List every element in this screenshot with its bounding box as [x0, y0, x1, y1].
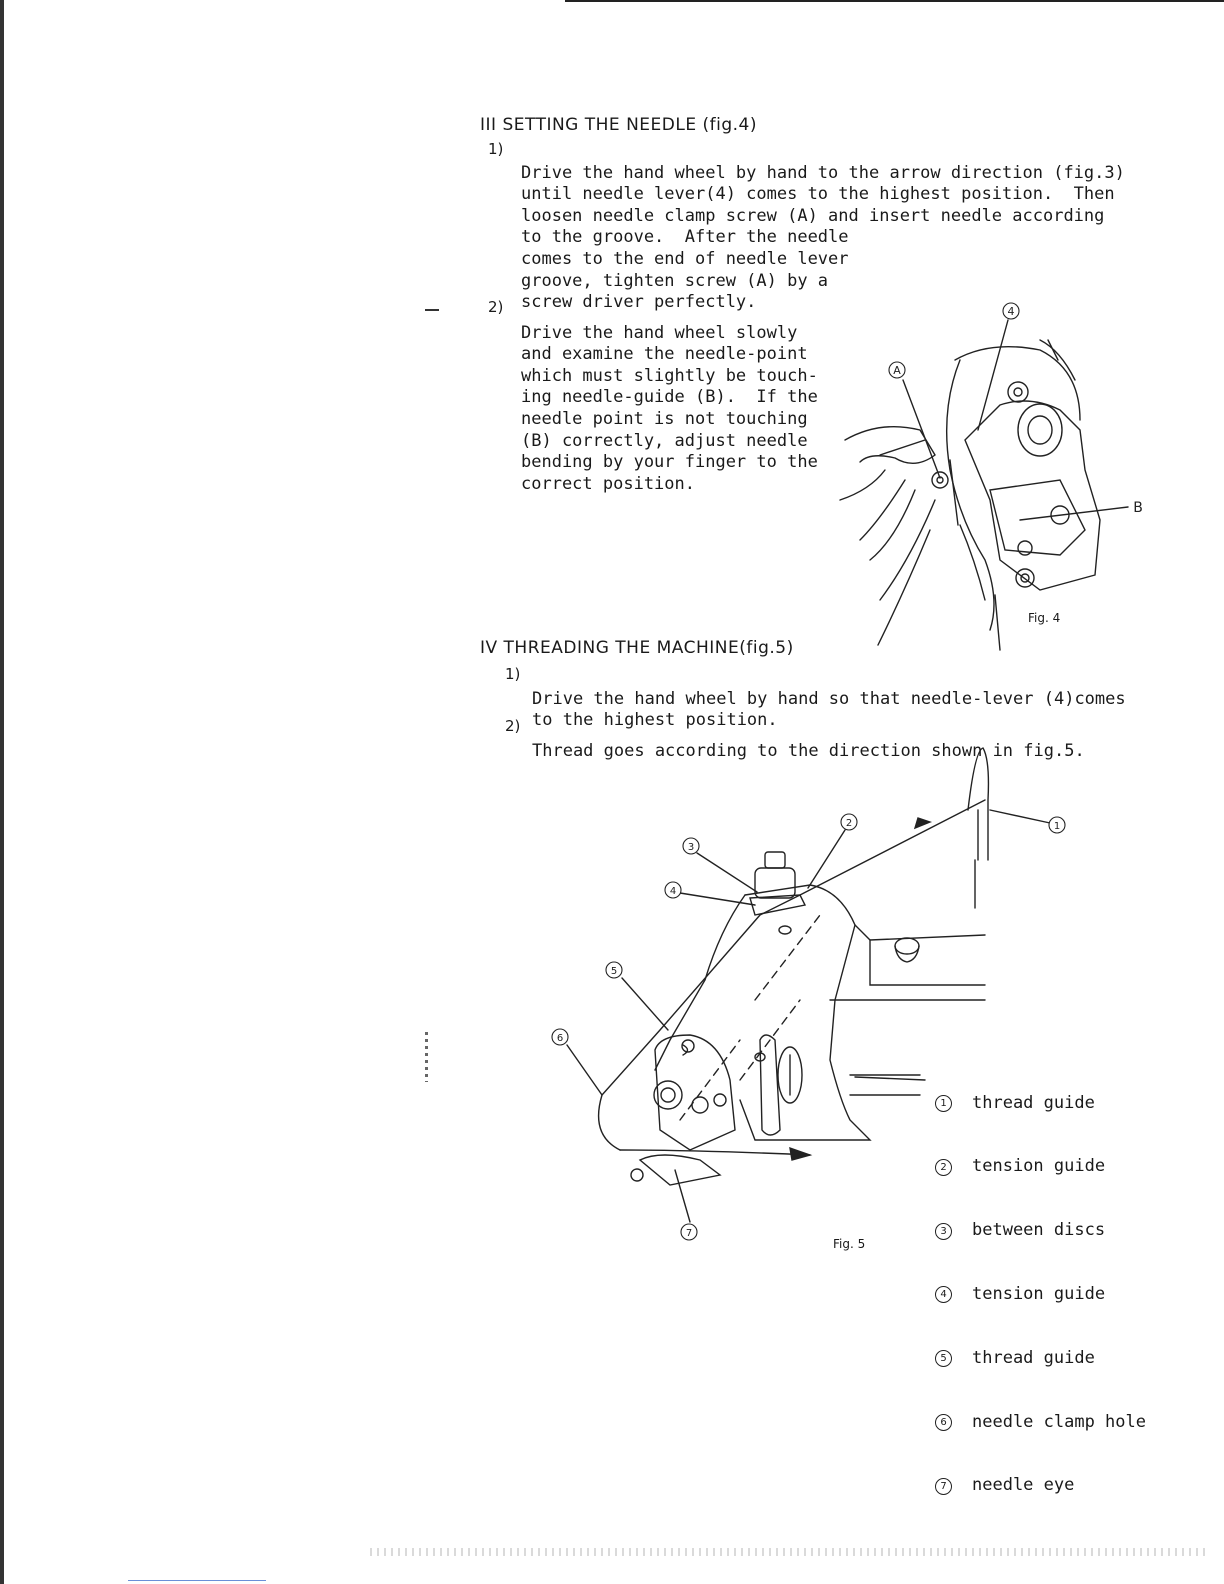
- legend-number: 7: [935, 1478, 952, 1495]
- legend-label: between discs: [972, 1220, 1106, 1241]
- fig4-caption: Fig. 4: [1028, 611, 1061, 625]
- legend-label: thread guide: [972, 1347, 1095, 1368]
- legend-number: 1: [935, 1095, 952, 1112]
- text-line: Drive the hand wheel by hand to the arrow direction (fig.3): [521, 162, 1125, 183]
- legend-label: tension guide: [972, 1156, 1106, 1177]
- fig4-callout-4: 4: [1007, 305, 1015, 318]
- fig5-leader-3: [697, 853, 757, 892]
- scan-mark: [425, 1032, 428, 1082]
- text-line: loosen needle clamp screw (A) and insert needle according: [521, 205, 1105, 226]
- fig5-callout-7: 7: [685, 1228, 693, 1239]
- fig5-callout-2: 2: [845, 818, 853, 829]
- fig5-leader-6: [567, 1045, 602, 1095]
- text-line: and examine the needle-point: [521, 344, 808, 365]
- text-line: (B) correctly, adjust needle: [521, 430, 808, 451]
- text-line: Drive the hand wheel by hand so that needle-lever (4)comes: [532, 688, 1126, 709]
- text-line: needle point is not touching: [521, 408, 808, 429]
- fig5-callout-3: 3: [687, 842, 695, 853]
- fig4-callout-b: B: [1133, 500, 1143, 516]
- legend-item: [935, 1348, 1146, 1369]
- section4-step2-number: 2): [505, 717, 521, 735]
- text-line: Drive the hand wheel slowly: [521, 322, 798, 343]
- bottom-rule: [128, 1580, 266, 1581]
- legend-number: 5: [935, 1350, 952, 1367]
- fig5-leader-1: [990, 810, 1050, 823]
- legend-label: needle eye: [972, 1475, 1075, 1496]
- text-line: until needle lever(4) comes to the highest position. Then: [521, 184, 1115, 205]
- legend-item: [935, 1157, 1146, 1178]
- legend-label: thread guide: [972, 1092, 1095, 1113]
- fig5-leader-5: [622, 978, 668, 1030]
- legend-number: 6: [935, 1414, 952, 1431]
- legend-item: [935, 1221, 1146, 1242]
- fig5-callout-5: 5: [610, 966, 618, 977]
- text-line: ing needle-guide (B). If the: [521, 387, 818, 408]
- text-line: to the groove. After the needle: [521, 227, 849, 248]
- legend-number: 4: [935, 1286, 952, 1303]
- text-line: Thread goes according to the direction shown in fig.5.: [532, 740, 1085, 761]
- section3-step2-number: 2): [488, 298, 504, 316]
- section3-heading: III SETTING THE NEEDLE (fig.4): [480, 115, 757, 135]
- text-line: correct position.: [521, 473, 695, 494]
- text-line: groove, tighten screw (A) by a: [521, 270, 829, 291]
- fig5-callout-4: 4: [669, 886, 677, 897]
- fig5-leader-2: [808, 830, 845, 888]
- legend-number: 2: [935, 1159, 952, 1176]
- text-line: bending by your finger to the: [521, 452, 818, 473]
- fig4-callout-a: A: [893, 364, 901, 377]
- fig5-legend: [935, 1050, 1146, 1518]
- legend-number: 3: [935, 1223, 952, 1240]
- legend-item: [935, 1476, 1146, 1497]
- scan-mark: [425, 309, 439, 311]
- legend-label: needle clamp hole: [972, 1411, 1146, 1432]
- legend-label: tension guide: [972, 1284, 1106, 1305]
- fig5-leader-legend: [855, 1077, 925, 1080]
- text-line: to the highest position.: [532, 710, 778, 731]
- section4-heading: IV THREADING THE MACHINE(fig.5): [480, 638, 794, 658]
- legend-item: [935, 1412, 1146, 1433]
- legend-item: [935, 1285, 1146, 1306]
- legend-item: [935, 1093, 1146, 1114]
- text-line: comes to the end of needle lever: [521, 248, 849, 269]
- section4-step1-number: 1): [505, 665, 521, 683]
- scan-noise-bottom: [370, 1548, 1210, 1556]
- fig5-leader-7: [675, 1170, 690, 1222]
- fig5-callout-6: 6: [556, 1033, 564, 1044]
- fig5-callout-1: 1: [1053, 821, 1061, 832]
- fig5-caption: Fig. 5: [833, 1237, 866, 1251]
- text-line: screw driver perfectly.: [521, 292, 757, 313]
- section3-step1-number: 1): [488, 140, 504, 158]
- fig5-leader-4: [680, 893, 755, 905]
- text-line: which must slightly be touch-: [521, 365, 818, 386]
